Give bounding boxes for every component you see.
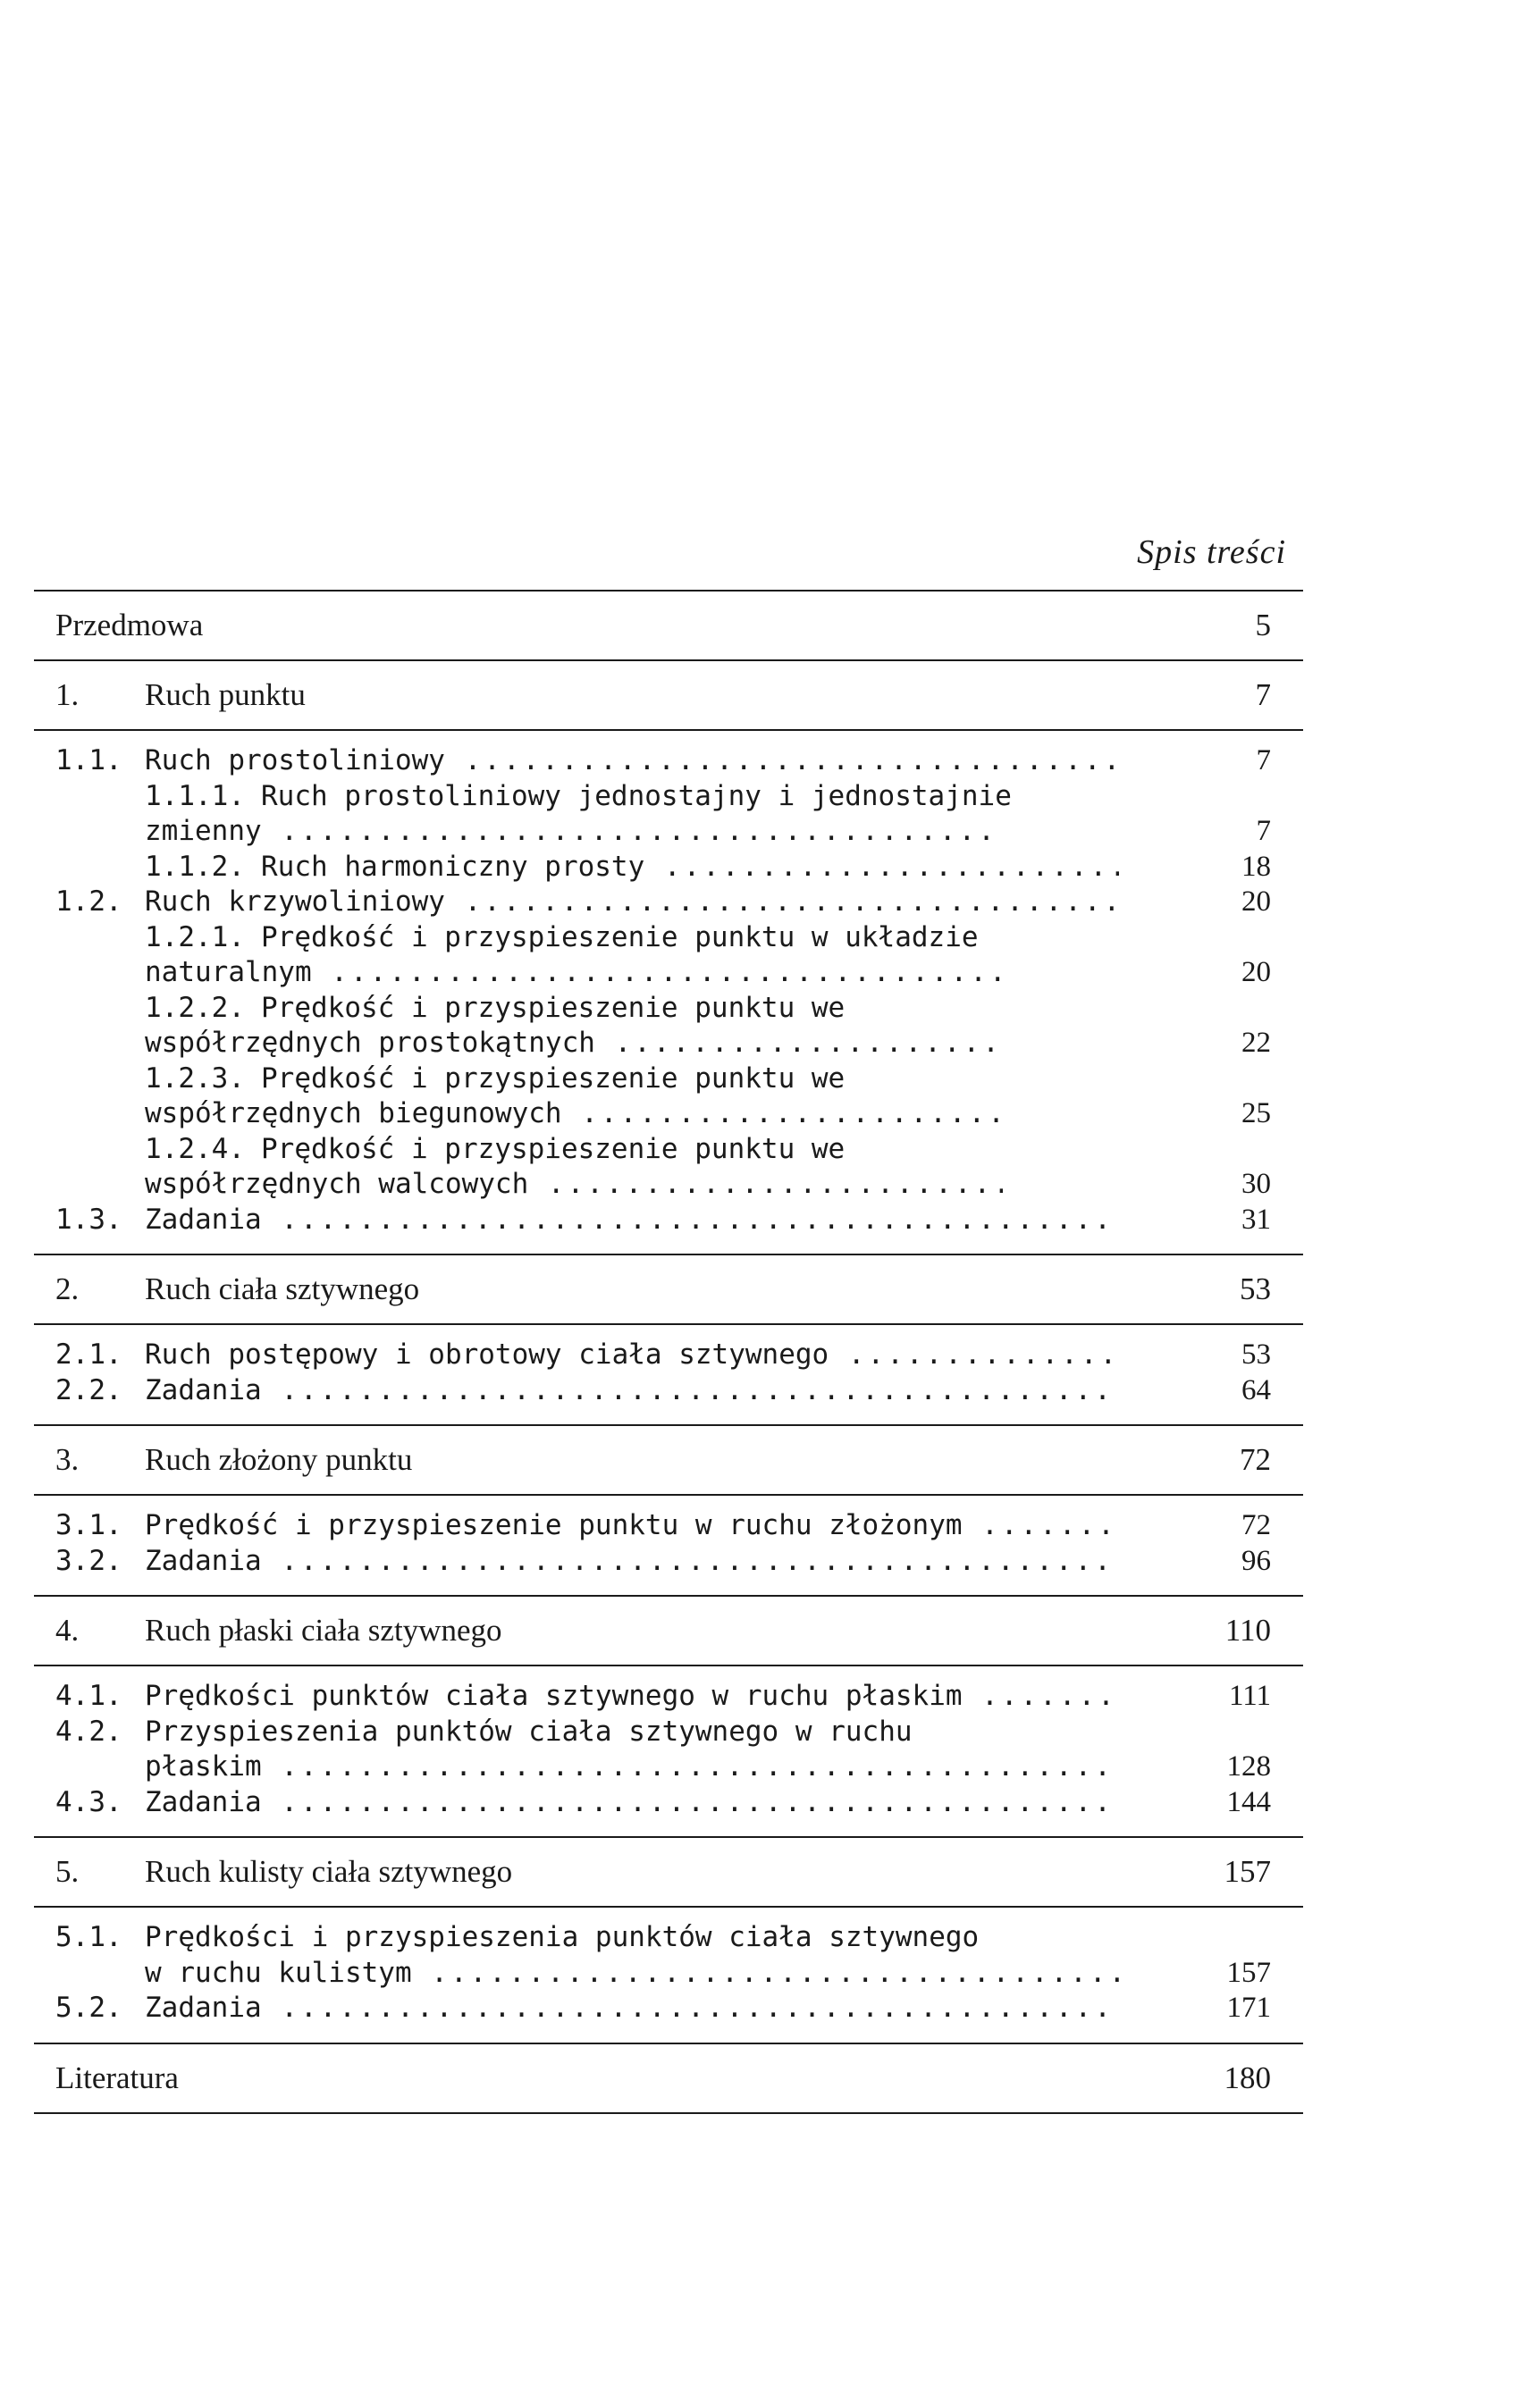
toc-entry-text: Ruch prostoliniowy ..... [145, 743, 1119, 779]
toc-chapters [34, 661, 1303, 2044]
toc-entry-number: 1.3. [55, 1203, 122, 1236]
toc-entry-text: współrzędnych prostokątnych ..... [145, 1026, 1003, 1061]
toc-entry-list [34, 1325, 1303, 1424]
toc-entry-text: Prędkość i przyspieszenie punktu w ruchu złożonym ..... [145, 1508, 1119, 1544]
toc-entry-number: 1.1. [55, 744, 122, 776]
toc-entry[interactable] [34, 743, 1303, 779]
toc-entry-page: 53 [1241, 1338, 1271, 1371]
toc-entry-text: Prędkość i przyspieszenie punktu w układzie [261, 920, 979, 953]
page-header-title: Spis treści [1137, 533, 1286, 571]
toc-entry[interactable] [34, 1061, 1303, 1097]
toc-entry-text: współrzędnych biegunowych ..... [145, 1096, 1003, 1132]
toc-entry-text: Zadania ..... [145, 1373, 1119, 1409]
toc-chapter-heading[interactable] [34, 1426, 1303, 1494]
toc-entry[interactable] [34, 1749, 1303, 1785]
toc-entry-number: 3.2. [55, 1544, 122, 1577]
toc-entry-page: 31 [1241, 1203, 1271, 1236]
toc-chapter-heading[interactable] [34, 661, 1303, 729]
toc-entry-number: 1.2.3. [145, 1061, 245, 1095]
toc-entry-page: 157 [1226, 1956, 1271, 1989]
toc-entry[interactable] [34, 1132, 1303, 1168]
toc-chapter-heading[interactable] [34, 1838, 1303, 1906]
toc-entry-page: 7 [1256, 815, 1271, 847]
toc-entry-number: 1.2. [55, 885, 122, 918]
toc-preface-page: 5 [1255, 608, 1271, 642]
toc-bibliography[interactable] [34, 2044, 1303, 2112]
toc-entry[interactable] [34, 955, 1303, 991]
toc-entry-text: Prędkości i przyspieszenia punktów ciała sztywnego [145, 1921, 980, 1953]
toc-entry-page: 128 [1226, 1750, 1271, 1783]
toc-entry-list [34, 1496, 1303, 1595]
toc-chapter [34, 661, 1303, 1255]
toc-chapter-heading[interactable] [34, 1597, 1303, 1665]
toc-entry-number: 4.3. [55, 1785, 122, 1818]
toc-entry[interactable] [34, 779, 1303, 815]
toc-entry-text: naturalnym ..... [145, 955, 1003, 991]
toc-entry[interactable] [34, 1026, 1303, 1061]
toc-entry-page: 18 [1241, 850, 1271, 883]
toc-chapter [34, 1255, 1303, 1426]
toc-entry-number: 1.2.4. [145, 1132, 245, 1165]
toc-entry-text: zmienny ..... [145, 814, 1003, 850]
chapter-page: 157 [1224, 1854, 1271, 1889]
toc-entry-text: Ruch harmoniczny prosty ..... [261, 850, 1119, 885]
toc-entry[interactable] [34, 1338, 1303, 1373]
toc-entry[interactable] [34, 1920, 1303, 1956]
toc-entry[interactable] [34, 1991, 1303, 2026]
toc-entry-page: 96 [1241, 1544, 1271, 1577]
toc-entry[interactable] [34, 1785, 1303, 1821]
toc-entry-text: Prędkość i przyspieszenie punktu we [261, 991, 846, 1024]
toc-bibliography-label: Literatura [55, 2060, 179, 2095]
toc-entry[interactable] [34, 814, 1303, 850]
chapter-page: 53 [1240, 1271, 1271, 1306]
toc-entry-page: 7 [1256, 744, 1271, 776]
divider [34, 2043, 1303, 2044]
toc-entry[interactable] [34, 1096, 1303, 1132]
toc-entry-text: Prędkości punktów ciała sztywnego w ruchu płaskim ..... [145, 1679, 1119, 1715]
toc-entry[interactable] [34, 1508, 1303, 1544]
toc-bibliography-page: 180 [1224, 2060, 1271, 2095]
chapter-title: Ruch płaski ciała sztywnego [145, 1613, 502, 1648]
chapter-page: 72 [1240, 1442, 1271, 1477]
toc-entry[interactable] [34, 991, 1303, 1027]
toc-entry-number: 1.2.2. [145, 991, 245, 1024]
toc-entry-number: 1.2.1. [145, 920, 245, 953]
toc-entry-page: 64 [1241, 1373, 1271, 1406]
chapter-number: 2. [55, 1271, 80, 1306]
toc-chapter [34, 1838, 1303, 2044]
toc-entry-number: 2.2. [55, 1373, 122, 1406]
toc-entry-list [34, 1908, 1303, 2043]
chapter-title: Ruch punktu [145, 677, 306, 712]
toc-entry[interactable] [34, 1956, 1303, 1992]
toc-entry-text: Ruch krzywoliniowy ..... [145, 885, 1119, 920]
toc-entry-list [34, 731, 1303, 1254]
toc-entry-page: 20 [1241, 956, 1271, 988]
toc-entry-text: Ruch postępowy i obrotowy ciała sztywnego ..... [145, 1338, 1119, 1373]
toc-chapter [34, 1426, 1303, 1597]
toc-entry-number: 3.1. [55, 1509, 122, 1541]
toc-entry-text: płaskim ..... [145, 1749, 1119, 1785]
toc-entry-text: Zadania ..... [145, 1991, 1119, 2026]
toc-entry[interactable] [34, 1373, 1303, 1409]
chapter-page: 7 [1255, 677, 1271, 712]
chapter-title: Ruch złożony punktu [145, 1442, 413, 1477]
toc-chapter-heading[interactable] [34, 1255, 1303, 1323]
toc-entry-page: 20 [1241, 885, 1271, 918]
toc-entry-number: 4.2. [55, 1715, 122, 1748]
toc-entry-page: 22 [1241, 1027, 1271, 1059]
chapter-number: 1. [55, 677, 80, 712]
chapter-number: 4. [55, 1613, 80, 1648]
toc-entry-page: 171 [1226, 1992, 1271, 2024]
toc-entry-page: 30 [1241, 1168, 1271, 1200]
toc-entry-text: Przyspieszenia punktów ciała sztywnego w ruchu [145, 1715, 913, 1748]
chapter-page: 110 [1224, 1613, 1271, 1648]
toc-entry-text: Prędkość i przyspieszenie punktu we [261, 1061, 846, 1095]
table-of-contents [34, 590, 1303, 2114]
toc-entry-text: Zadania ..... [145, 1203, 1119, 1238]
toc-entry-number: 2.1. [55, 1338, 122, 1371]
toc-entry[interactable] [34, 1679, 1303, 1715]
toc-entry[interactable] [34, 1544, 1303, 1580]
toc-entry-text: Ruch prostoliniowy jednostajny i jednostajnie [261, 779, 1012, 812]
toc-entry-number: 4.1. [55, 1680, 122, 1712]
toc-preface-label: Przedmowa [55, 608, 204, 642]
toc-preface[interactable] [34, 592, 1303, 659]
toc-entry[interactable] [34, 1203, 1303, 1238]
toc-entry[interactable] [34, 850, 1303, 885]
chapter-title: Ruch kulisty ciała sztywnego [145, 1854, 513, 1889]
toc-entry[interactable] [34, 1715, 1303, 1750]
toc-chapter [34, 1597, 1303, 1838]
toc-entry-number: 1.1.2. [145, 850, 245, 883]
chapter-number: 3. [55, 1442, 80, 1477]
toc-entry-page: 25 [1241, 1097, 1271, 1129]
toc-entry-list [34, 1666, 1303, 1836]
toc-entry-text: Zadania ..... [145, 1785, 1119, 1821]
toc-entry-text: w ruchu kulistym ..... [145, 1956, 1119, 1992]
toc-entry-text: Prędkość i przyspieszenie punktu we [261, 1132, 846, 1165]
toc-entry[interactable] [34, 885, 1303, 920]
chapter-title: Ruch ciała sztywnego [145, 1271, 420, 1306]
toc-entry-text: współrzędnych walcowych ..... [145, 1167, 1003, 1203]
toc-entry-number: 5.2. [55, 1992, 122, 2024]
chapter-number: 5. [55, 1854, 80, 1889]
toc-entry-page: 72 [1241, 1509, 1271, 1541]
toc-entry-text: Zadania ..... [145, 1544, 1119, 1580]
toc-entry[interactable] [34, 920, 1303, 956]
divider [34, 2112, 1303, 2114]
toc-entry-page: 111 [1228, 1680, 1271, 1712]
toc-entry-number: 5.1. [55, 1921, 122, 1953]
toc-entry-page: 144 [1226, 1785, 1271, 1818]
toc-entry[interactable] [34, 1167, 1303, 1203]
toc-entry-number: 1.1.1. [145, 779, 245, 812]
